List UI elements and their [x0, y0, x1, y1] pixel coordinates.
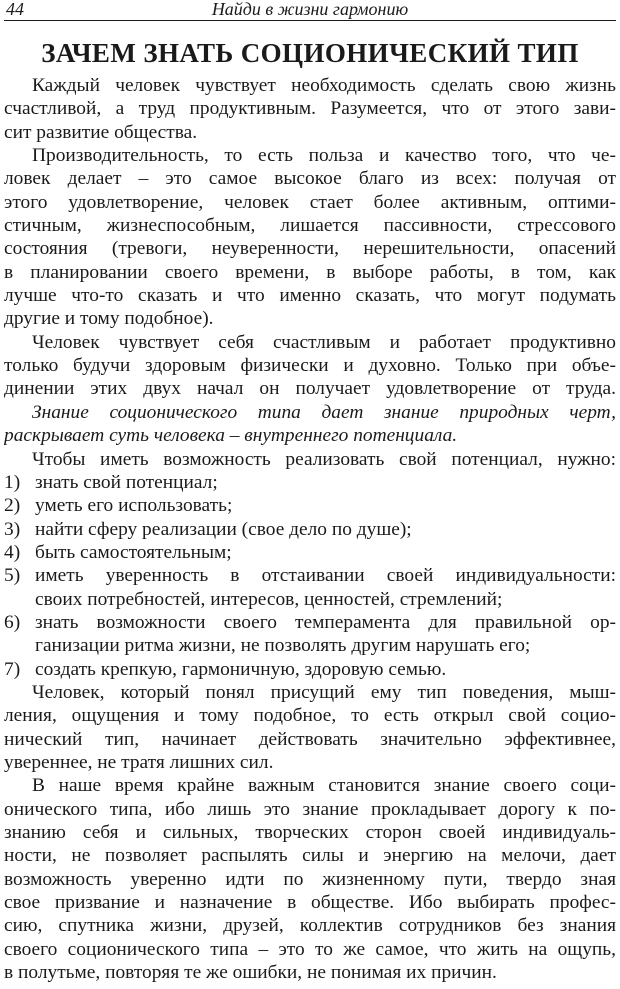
text-line: Чтобы иметь возможность реализовать свой потенциал, нужно:: [32, 448, 616, 470]
text-line: ления, ощущения и тому подобное, то есть открыл свой социо-: [4, 705, 616, 727]
paragraph-emphasis: [4, 401, 616, 448]
list-item-continuation: [4, 634, 616, 657]
list-text: ганизации ритма жизни, не позволять другим нарушать его;: [35, 635, 531, 657]
text-line: стичным, жизнеспособным, лишается пассивности, стрессового: [4, 215, 616, 237]
text-line: динении этих двух начал он получает удовлетворение от труда.: [4, 378, 616, 400]
text-line: ловек делает – это самое высокое благо из всех: получая от: [4, 168, 616, 190]
paragraph-7: [4, 774, 616, 984]
chapter-title: ЗАЧЕМ ЗНАТЬ СОЦИОНИЧЕСКИЙ ТИП: [41, 38, 579, 68]
text-line: в полутьме, повторяя те же ошибки, не понимая их причин.: [4, 962, 497, 984]
list-text: найти сферу реализации (свое дело по душе);: [35, 518, 412, 540]
text-line: Человек чувствует себя счастливым и работает продуктивно: [32, 331, 616, 353]
text-line: ности, не позволяет распылять силы и энергию на мелочи, дает: [4, 845, 616, 867]
paragraph-list-intro: [4, 448, 616, 471]
list-number: 1): [4, 471, 21, 493]
list-text: знать свой потенциал;: [35, 471, 218, 493]
list-item: [4, 611, 616, 634]
text-line: лучше что-то сказать и что именно сказать, что могут подумать: [4, 285, 616, 307]
text-line: Каждый человек чувствует необходимость сделать свою жизнь: [32, 75, 616, 96]
list-number: 4): [4, 541, 21, 563]
text-line: этого удовлетворение, человек стает более активным, оптими-: [4, 191, 616, 213]
text-line: онического типа, ибо лишь это знание прокладывает дорогу к по-: [4, 798, 616, 820]
paragraph-1: [4, 74, 616, 144]
body-text: [4, 74, 616, 984]
text-line: Человек, который понял присущий ему тип поведения, мыш-: [32, 681, 616, 703]
paragraph-6: [4, 681, 616, 774]
italic-line: Знание соционического типа дает знание природных черт,: [32, 401, 616, 423]
list-text: иметь уверенность в отстаивании своей индивидуальности:: [35, 565, 616, 587]
paragraph-2: [4, 144, 616, 331]
list-text: уметь его использовать;: [35, 495, 233, 517]
list-text: быть самостоятельным;: [35, 541, 232, 563]
text-line: состояния (тревоги, неуверенности, нерешительности, опасений: [4, 238, 616, 260]
text-line: возможность уверенно идти по жизненному пути, твердо зная: [4, 868, 616, 890]
list-item: [4, 564, 616, 587]
list-number: 3): [4, 518, 21, 540]
text-line: нический тип, начинает действовать значительно эффективнее,: [4, 728, 616, 750]
text-line: В наше время крайне важным становится знание своего соци-: [32, 775, 616, 797]
text-line: свое призвание и назначение в обществе. Ибо выбирать профес-: [4, 892, 616, 914]
page-number: 44: [6, 0, 24, 19]
list-number: 7): [4, 658, 21, 680]
list-text: своих потребностей, интересов, ценностей, стремлений;: [35, 588, 503, 610]
text-line: в планировании своего времени, в выборе работы, в том, как: [4, 261, 616, 283]
running-header: [4, 0, 616, 21]
list-number: 6): [4, 611, 21, 633]
list-item: [4, 494, 616, 517]
text-line: другие и тому подобное).: [4, 308, 214, 330]
text-line: своего соционического типа – это то же самое, что жить на ощупь,: [4, 938, 616, 960]
text-line: сию, спутника жизни, друзей, коллектив сотрудников без знания: [4, 915, 616, 937]
text-line: только будучи здоровым физически и духовно. Только при объе-: [4, 355, 616, 377]
italic-line: раскрывает суть человека – внутреннего потенциала.: [4, 425, 458, 447]
list-item-continuation: [4, 588, 616, 611]
list-number: 5): [4, 565, 21, 587]
list-text: создать крепкую, гармоничную, здоровую семью.: [35, 658, 447, 680]
text-line: увереннее, не тратя лишних сил.: [4, 751, 274, 773]
list-item: [4, 471, 616, 494]
paragraph-3: [4, 331, 616, 401]
list-number: 2): [4, 495, 21, 517]
text-line: сит развитие общества.: [4, 121, 198, 143]
list-item: [4, 518, 616, 541]
numbered-list: [4, 471, 616, 681]
running-title: Найди в жизни гармонию: [211, 0, 409, 19]
list-text: знать возможности своего темперамента для правильной ор-: [35, 611, 616, 633]
list-item: [4, 658, 616, 681]
text-line: Производительность, то есть польза и качество того, что че-: [32, 145, 616, 167]
list-item: [4, 541, 616, 564]
text-line: счастливой, а труд продуктивным. Разумеется, что от этого зави-: [4, 98, 616, 120]
text-line: знанию себя и сильных, творческих сторон своей индивидуаль-: [4, 822, 616, 843]
